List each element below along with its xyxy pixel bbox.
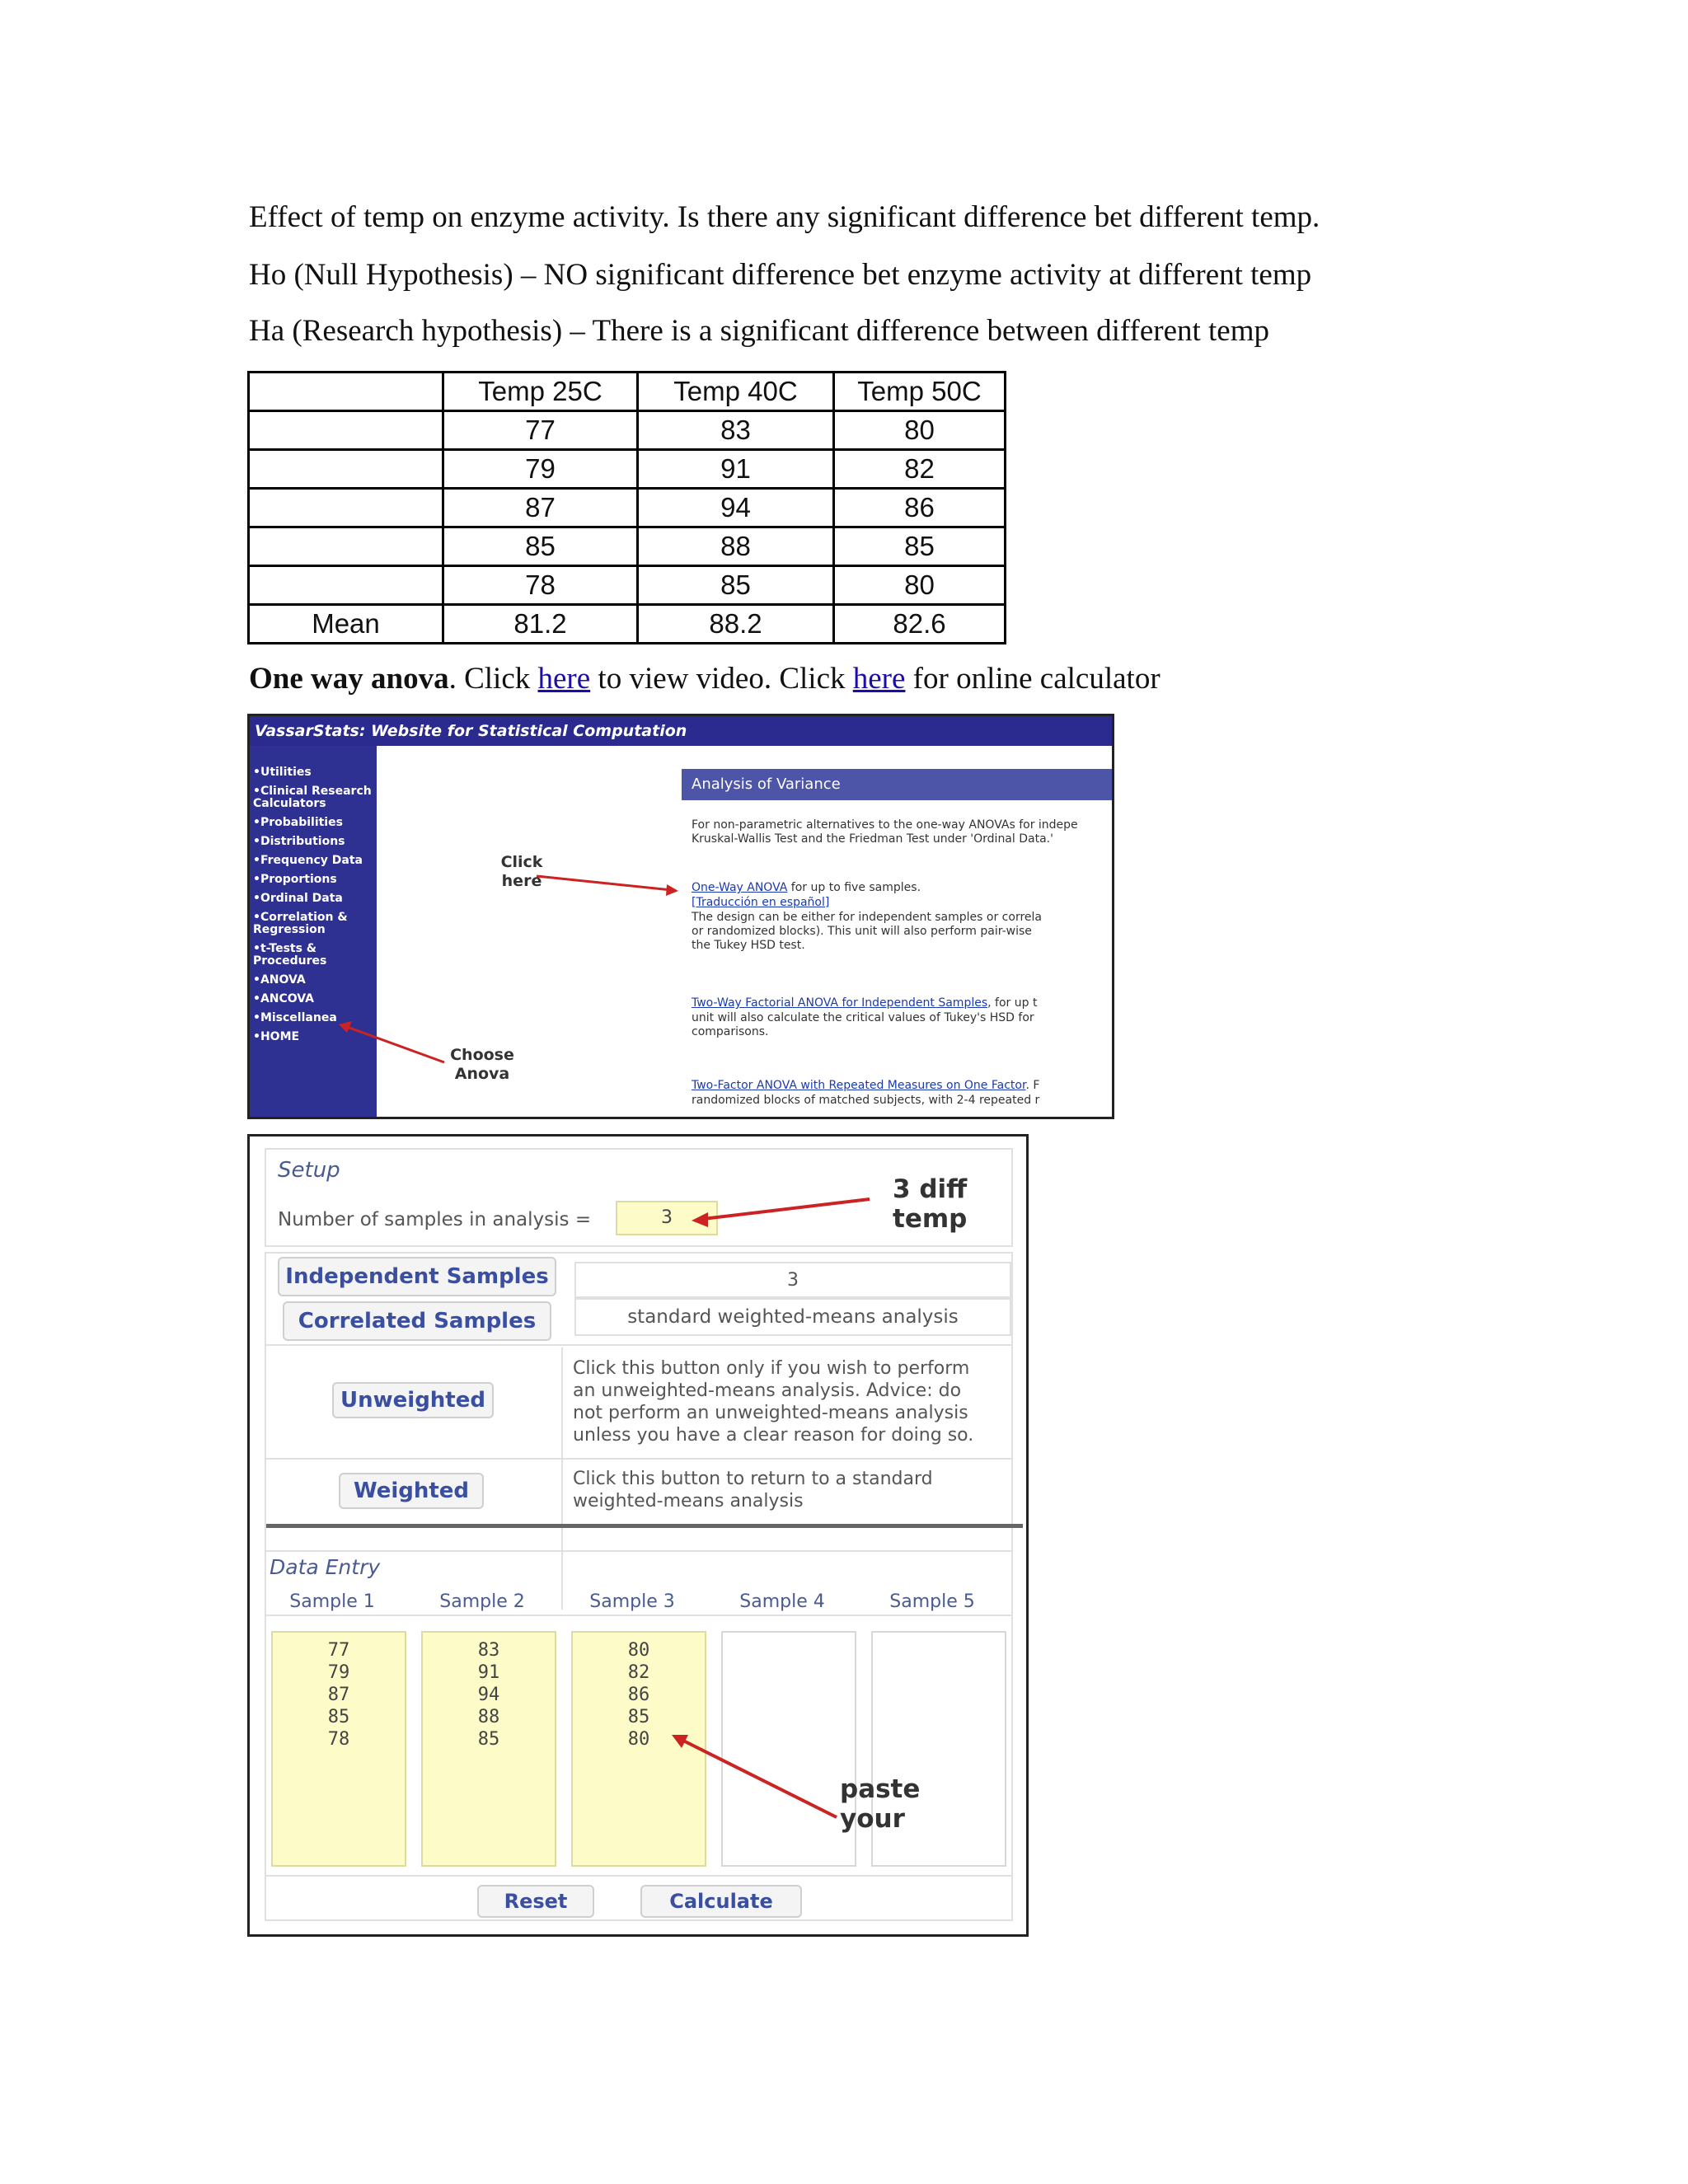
table-cell bbox=[249, 411, 443, 450]
paste-annotation bbox=[840, 1774, 920, 1834]
spanish-link[interactable]: [Traducción en español] bbox=[692, 896, 830, 909]
anova-setup-screenshot bbox=[247, 1134, 1029, 1937]
table-cell: 82 bbox=[834, 450, 1006, 489]
weighted-description bbox=[573, 1468, 933, 1512]
table-cell: 85 bbox=[834, 527, 1006, 566]
table-cell: 82.6 bbox=[834, 605, 1006, 644]
analysis-mode: standard weighted-means analysis bbox=[627, 1306, 959, 1328]
diff-temp-annotation bbox=[893, 1174, 967, 1234]
table-cell: 85 bbox=[443, 527, 638, 566]
nav-item-home[interactable]: •HOME bbox=[253, 1030, 300, 1043]
oneway-desc: or randomized blocks). This unit will also perform pair-wise bbox=[692, 925, 1032, 938]
vassar-title-bar: VassarStats: Website for Statistical Computation bbox=[250, 716, 1112, 746]
table-row bbox=[249, 411, 1006, 450]
sample-header: Sample 5 bbox=[889, 1591, 975, 1612]
table-cell: 83 bbox=[638, 411, 834, 450]
arrow-to-anova bbox=[347, 1027, 444, 1062]
table-cell: 86 bbox=[834, 489, 1006, 527]
section-shadow bbox=[266, 1524, 1023, 1528]
oneway-rest: for up to five samples. bbox=[787, 881, 921, 894]
table-cell bbox=[249, 566, 443, 605]
calculate-button[interactable]: Calculate bbox=[640, 1885, 802, 1918]
annotation-text: Anova bbox=[454, 1065, 510, 1083]
table-row bbox=[249, 566, 1006, 605]
samples-label: Number of samples in analysis = bbox=[278, 1209, 592, 1230]
research-hypothesis: Ha (Research hypothesis) – There is a significant difference between different temp bbox=[249, 314, 1270, 348]
nav-item-utilities[interactable]: •Utilities bbox=[253, 766, 312, 779]
table-row bbox=[249, 450, 1006, 489]
setup-title: Setup bbox=[278, 1158, 340, 1183]
nav-item-ttests[interactable]: •t-Tests & Procedures bbox=[253, 942, 327, 968]
twofactor-rest: . F bbox=[1025, 1079, 1040, 1092]
table-row bbox=[249, 489, 1006, 527]
annotation-text: 3 diff bbox=[893, 1174, 968, 1204]
nav-item-ordinal[interactable]: •Ordinal Data bbox=[253, 892, 343, 905]
twoway-rest: , for up t bbox=[987, 996, 1038, 1010]
anova-instructions bbox=[249, 661, 1160, 697]
divider bbox=[266, 1344, 1011, 1346]
annotation-text: here bbox=[501, 872, 542, 890]
table-cell: 77 bbox=[443, 411, 638, 450]
annotation-text: your bbox=[840, 1804, 905, 1834]
table-cell bbox=[249, 450, 443, 489]
table-cell: 87 bbox=[443, 489, 638, 527]
weighted-button[interactable]: Weighted bbox=[339, 1473, 484, 1509]
unweighted-button[interactable]: Unweighted bbox=[332, 1382, 494, 1418]
anova-heading: One way anova bbox=[249, 662, 449, 696]
table-cell: 78 bbox=[443, 566, 638, 605]
correlated-samples-button[interactable]: Correlated Samples bbox=[283, 1301, 551, 1341]
twoway-desc: comparisons. bbox=[692, 1025, 769, 1038]
table-cell bbox=[249, 489, 443, 527]
samples-count-input[interactable]: 3 bbox=[616, 1201, 718, 1235]
sample-header: Sample 1 bbox=[289, 1591, 375, 1612]
table-cell: 80 bbox=[834, 566, 1006, 605]
table-header-cell: Temp 40C bbox=[638, 373, 834, 411]
anova-panel-header: Analysis of Variance bbox=[682, 769, 1112, 800]
table-cell: 88.2 bbox=[638, 605, 834, 644]
panel-intro-line: Kruskal-Wallis Test and the Friedman Test under 'Ordinal Data.' bbox=[692, 832, 1053, 846]
description-line: Click this button to return to a standard bbox=[573, 1469, 933, 1489]
panel-intro-line: For non-parametric alternatives to the one-way ANOVAs for indepe bbox=[692, 818, 1078, 832]
count-value: 3 bbox=[787, 1270, 799, 1291]
vassarstats-screenshot bbox=[247, 714, 1114, 1119]
description-line: an unweighted-means analysis. Advice: do bbox=[573, 1380, 962, 1401]
table-cell: 81.2 bbox=[443, 605, 638, 644]
nav-item-probabilities[interactable]: •Probabilities bbox=[253, 816, 343, 829]
reset-button[interactable]: Reset bbox=[477, 1885, 594, 1918]
nav-item-miscellanea[interactable]: •Miscellanea bbox=[253, 1011, 337, 1024]
data-entry-title: Data Entry bbox=[270, 1555, 381, 1579]
twoway-anova-link[interactable]: Two-Way Factorial ANOVA for Independent Samples bbox=[692, 996, 988, 1010]
temperature-data-table bbox=[247, 371, 1006, 644]
divider bbox=[266, 1875, 1011, 1877]
nav-item-correlation[interactable]: •Correlation & Regression bbox=[253, 911, 348, 936]
anova-text: to view video. Click bbox=[590, 662, 853, 696]
sample-3-textarea[interactable]: 80 82 86 85 80 bbox=[571, 1631, 706, 1867]
table-cell: 91 bbox=[638, 450, 834, 489]
description-line: unless you have a clear reason for doing so. bbox=[573, 1425, 974, 1446]
divider bbox=[266, 1458, 1011, 1460]
arrow-to-oneway bbox=[537, 876, 672, 890]
anova-text: for online calculator bbox=[905, 662, 1160, 696]
sample-header: Sample 4 bbox=[739, 1591, 825, 1612]
description-line: Click this button only if you wish to perform bbox=[573, 1358, 970, 1379]
vassar-annotation-arrows bbox=[250, 716, 1112, 1117]
twofactor-desc: randomized blocks of matched subjects, with 2-4 repeated r bbox=[692, 1094, 1040, 1107]
table-cell: 79 bbox=[443, 450, 638, 489]
table-row bbox=[249, 527, 1006, 566]
sample-2-textarea[interactable]: 83 91 94 88 85 bbox=[421, 1631, 556, 1867]
arrowhead-icon bbox=[666, 884, 678, 896]
intro-line-1: Effect of temp on enzyme activity. Is there any significant difference bet different temp. bbox=[249, 200, 1320, 234]
calculator-link[interactable]: here bbox=[852, 662, 906, 696]
nav-item-anova[interactable]: •ANOVA bbox=[253, 973, 306, 987]
sample-header: Sample 3 bbox=[589, 1591, 675, 1612]
nav-item-distributions[interactable]: •Distributions bbox=[253, 835, 345, 848]
video-link[interactable]: here bbox=[537, 662, 591, 696]
oneway-anova-link[interactable]: One-Way ANOVA bbox=[692, 881, 788, 894]
annotation-text: temp bbox=[893, 1204, 968, 1234]
table-cell: 88 bbox=[638, 527, 834, 566]
table-cell: 85 bbox=[638, 566, 834, 605]
annotation-text: Click bbox=[500, 853, 543, 871]
table-cell: Mean bbox=[249, 605, 443, 644]
annotation-text: paste bbox=[840, 1774, 921, 1804]
table-cell: 94 bbox=[638, 489, 834, 527]
independent-samples-button[interactable]: Independent Samples bbox=[278, 1257, 556, 1296]
description-line: weighted-means analysis bbox=[573, 1491, 804, 1511]
sample-4-textarea[interactable] bbox=[721, 1631, 856, 1867]
anova-text: . Click bbox=[448, 662, 538, 696]
twofactor-anova-link[interactable]: Two-Factor ANOVA with Repeated Measures on One Factor bbox=[692, 1079, 1026, 1092]
oneway-desc: The design can be either for independent samples or correla bbox=[692, 911, 1042, 924]
nav-item-clinical[interactable]: •Clinical Research Calculators bbox=[253, 785, 372, 810]
twoway-desc: unit will also calculate the critical values of Tukey's HSD for bbox=[692, 1011, 1034, 1024]
sample-header: Sample 2 bbox=[439, 1591, 525, 1612]
annotation-text: Choose bbox=[450, 1046, 514, 1064]
description-line: not perform an unweighted-means analysis bbox=[573, 1403, 968, 1423]
table-cell: 80 bbox=[834, 411, 1006, 450]
nav-item-proportions[interactable]: •Proportions bbox=[253, 873, 337, 886]
nav-item-ancova[interactable]: •ANCOVA bbox=[253, 992, 315, 1005]
null-hypothesis: Ho (Null Hypothesis) – NO significant difference bet enzyme activity at different temp bbox=[249, 258, 1312, 292]
sample-1-textarea[interactable]: 77 79 87 85 78 bbox=[271, 1631, 406, 1867]
unweighted-description bbox=[573, 1357, 973, 1446]
table-mean-row bbox=[249, 605, 1006, 644]
table-header-cell bbox=[249, 373, 443, 411]
table-header-cell: Temp 25C bbox=[443, 373, 638, 411]
table-header-cell: Temp 50C bbox=[834, 373, 1006, 411]
nav-item-frequency[interactable]: •Frequency Data bbox=[253, 854, 363, 867]
oneway-desc: the Tukey HSD test. bbox=[692, 939, 805, 952]
table-header-row bbox=[249, 373, 1006, 411]
table-cell bbox=[249, 527, 443, 566]
